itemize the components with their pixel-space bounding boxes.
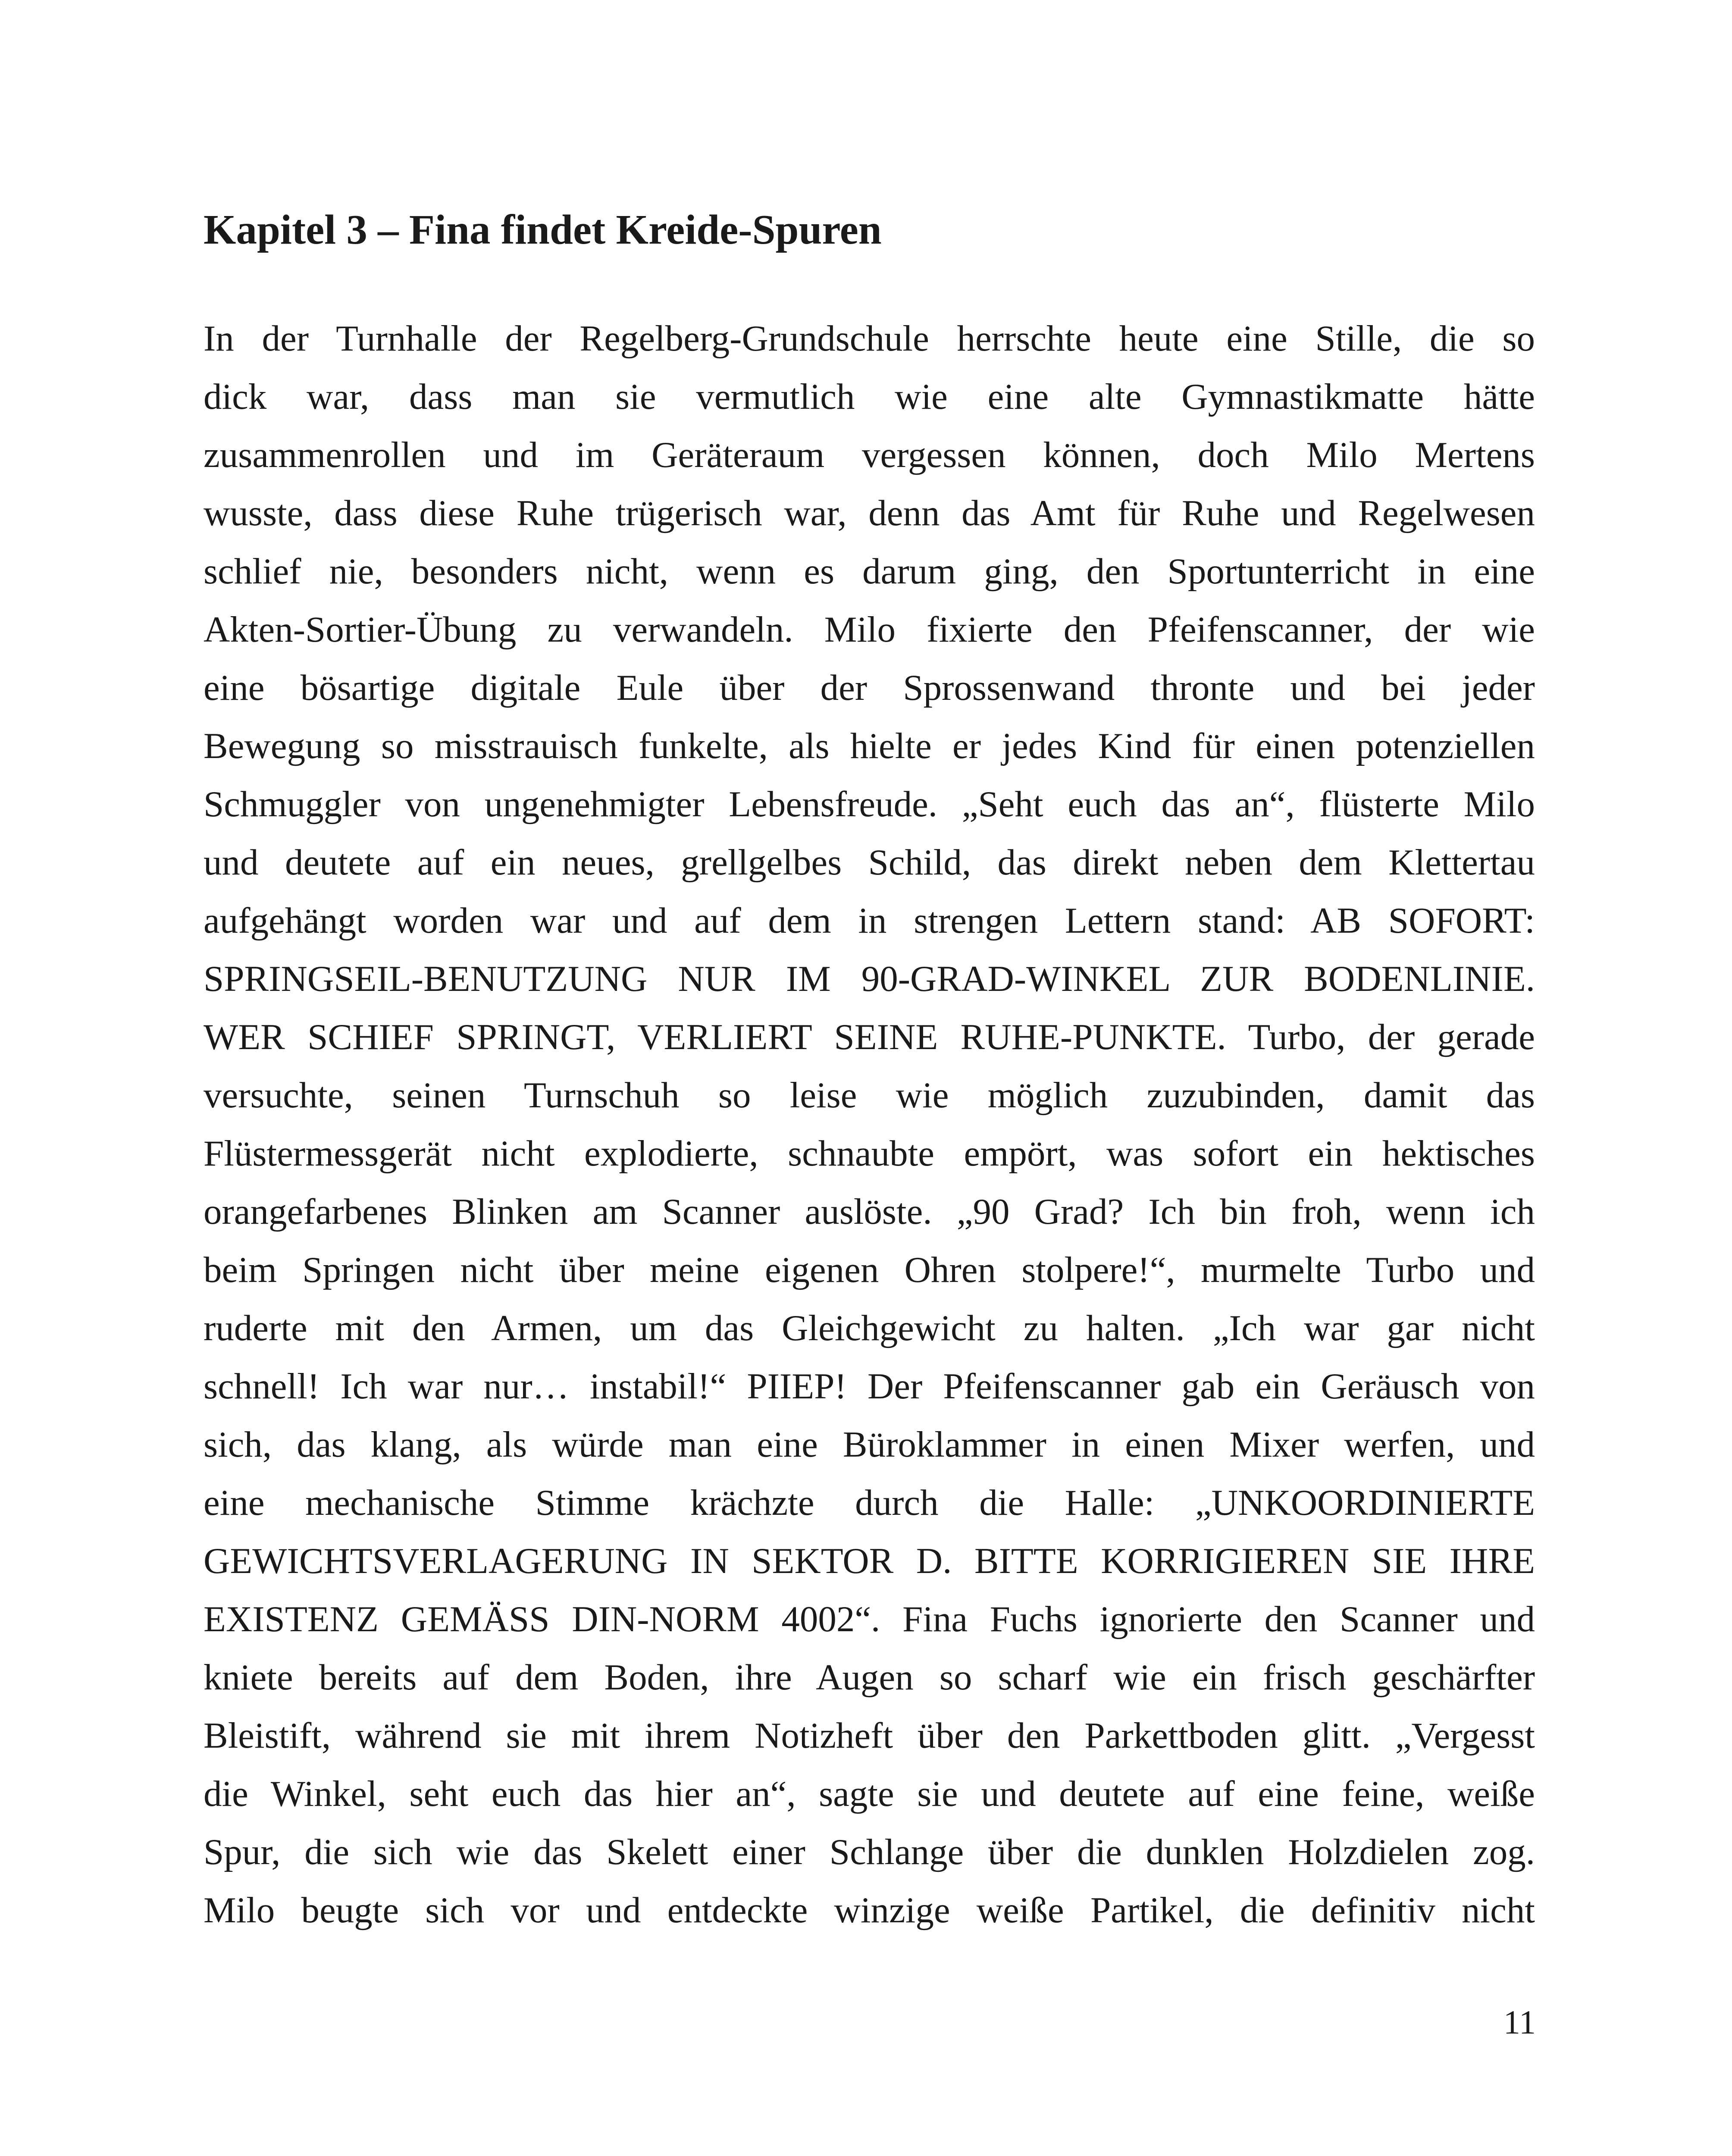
text-line: wusste, dass diese Ruhe trügerisch war, denn das Amt für Ruhe und Regelwesen [204, 493, 1535, 533]
text-line: Bleistift, während sie mit ihrem Notizheft über den Parkettboden glitt. „Vergesst [204, 1715, 1535, 1756]
text-line: schlief nie, besonders nicht, wenn es darum ging, den Sportunterricht in eine [204, 551, 1535, 592]
text-line: kniete bereits auf dem Boden, ihre Augen so scharf wie ein frisch geschärfter [204, 1657, 1535, 1698]
text-line: aufgehängt worden war und auf dem in strengen Lettern stand: AB SOFORT: [204, 900, 1535, 941]
text-line: sich, das klang, als würde man eine Büroklammer in einen Mixer werfen, und [204, 1424, 1535, 1465]
text-line: Milo beugte sich vor und entdeckte winzige weiße Partikel, die definitiv nicht [204, 1890, 1535, 1930]
text-line: schnell! Ich war nur… instabil!“ PIIEP! Der Pfeifenscanner gab ein Geräusch von [204, 1366, 1535, 1407]
text-line: orangefarbenes Blinken am Scanner auslöste. „90 Grad? Ich bin froh, wenn ich [204, 1191, 1535, 1232]
text-line: versuchte, seinen Turnschuh so leise wie möglich zuzubinden, damit das [204, 1075, 1535, 1116]
text-line: und deutete auf ein neues, grellgelbes Schild, das direkt neben dem Klettertau [204, 842, 1535, 883]
text-line: WER SCHIEF SPRINGT, VERLIERT SEINE RUHE-PUNKTE. Turbo, der gerade [204, 1017, 1535, 1057]
text-line: beim Springen nicht über meine eigenen Ohren stolpere!“, murmelte Turbo und [204, 1250, 1535, 1290]
text-line: Flüstermessgerät nicht explodierte, schnaubte empört, was sofort ein hektisches [204, 1133, 1535, 1174]
body-text [204, 310, 1535, 2017]
text-line: Bewegung so misstrauisch funkelte, als hielte er jedes Kind für einen potenziellen [204, 726, 1535, 766]
text-line: Akten-Sortier-Übung zu verwandeln. Milo fixierte den Pfeifenscanner, der wie [204, 609, 1535, 650]
page-number: 11 [1503, 2003, 1536, 2041]
text-line: zusammenrollen und im Geräteraum vergessen können, doch Milo Mertens [204, 435, 1535, 475]
text-line: eine bösartige digitale Eule über der Sprossenwand thronte und bei jeder [204, 667, 1535, 708]
text-line: ruderte mit den Armen, um das Gleichgewicht zu halten. „Ich war gar nicht [204, 1308, 1535, 1348]
text-line: Spur, die sich wie das Skelett einer Schlange über die dunklen Holzdielen zog. [204, 1832, 1535, 1872]
text-line: dick war, dass man sie vermutlich wie eine alte Gymnastikmatte hätte [204, 376, 1535, 417]
text-line: SPRINGSEIL-BENUTZUNG NUR IM 90-GRAD-WINKEL ZUR BODENLINIE. [204, 959, 1535, 999]
text-line: Schmuggler von ungenehmigter Lebensfreude. „Seht euch das an“, flüsterte Milo [204, 784, 1535, 824]
text-line: die Winkel, seht euch das hier an“, sagte sie und deutete auf eine feine, weiße [204, 1774, 1535, 1814]
text-line: In der Turnhalle der Regelberg-Grundschule herrschte heute eine Stille, die so [204, 318, 1535, 359]
chapter-title: Kapitel 3 – Fina findet Kreide-Spuren [204, 207, 882, 253]
text-line: eine mechanische Stimme krächzte durch die Halle: „UNKOORDINIERTE [204, 1482, 1535, 1523]
text-line: GEWICHTSVERLAGERUNG IN SEKTOR D. BITTE KORRIGIEREN SIE IHRE [204, 1541, 1535, 1581]
text-line: EXISTENZ GEMÄSS DIN-NORM 4002“. Fina Fuchs ignorierte den Scanner und [204, 1599, 1535, 1639]
